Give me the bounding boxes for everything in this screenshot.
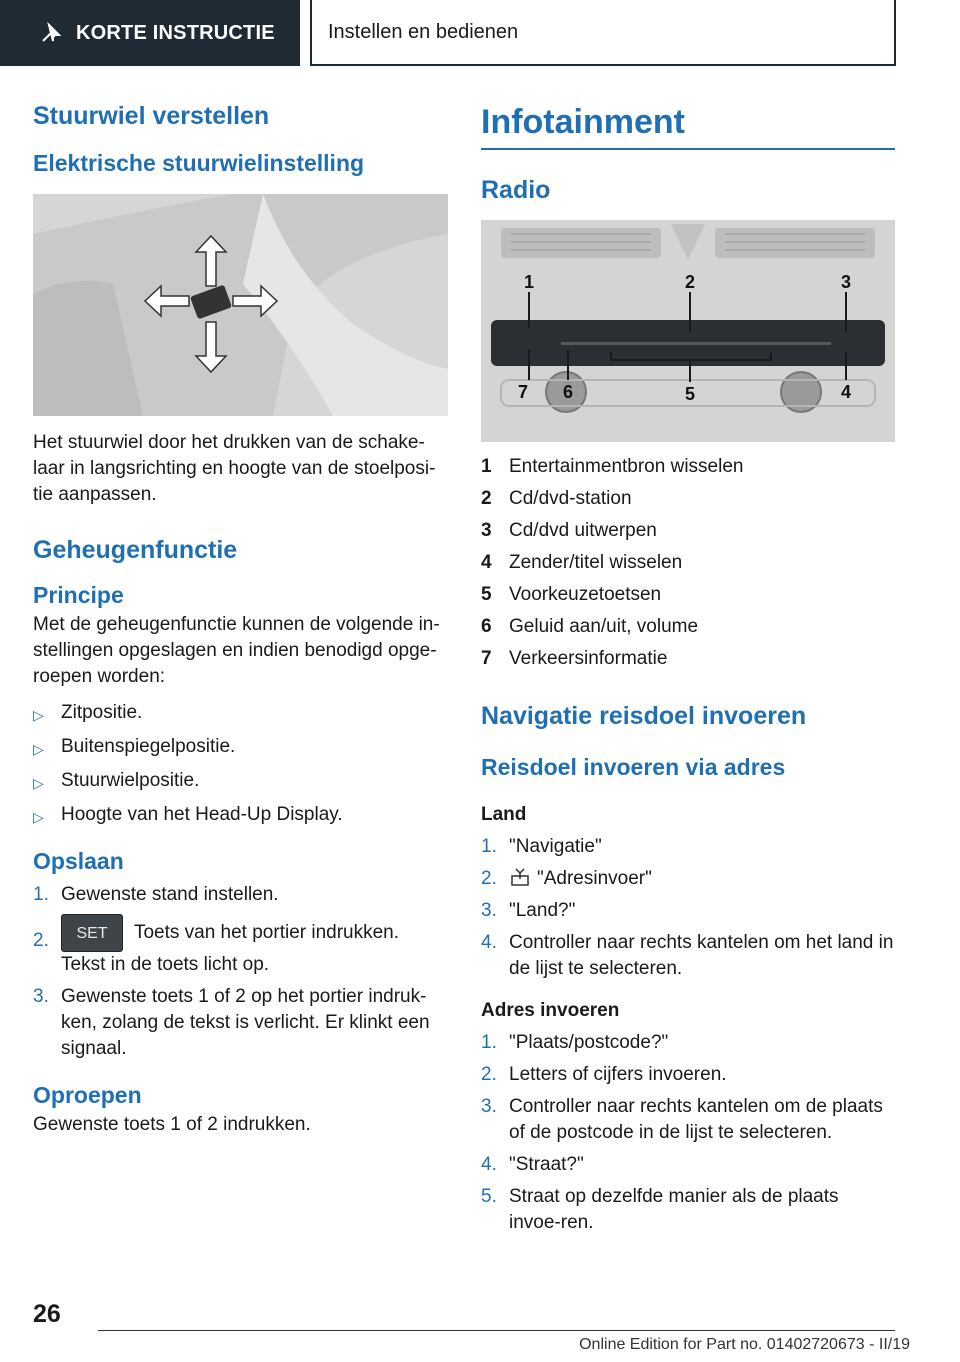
list-item: 3. Controller naar rechts kantelen om de plaats of de postcode in de lijst te selecteren. [481, 1096, 883, 1143]
country-steps [481, 834, 895, 982]
infotainment-title: Infotainment [481, 96, 895, 150]
address-title: Reisdoel invoeren via adres [481, 754, 786, 780]
bullet-triangle-icon: ▷ [33, 809, 44, 825]
bullet-triangle-icon: ▷ [33, 707, 44, 723]
list-item: 3. Gewenste toets 1 of 2 op het portier indruk-ken, zolang de tekst is verlicht. Er klinkt een signaal. [33, 986, 430, 1059]
list-item: 1. "Navigatie" [481, 836, 602, 857]
list-item: 1. Gewenste stand instellen. [33, 884, 279, 905]
radio-figure [481, 220, 895, 442]
electric-title: Elektrische stuurwielinstelling [33, 150, 365, 176]
section-tab [0, 0, 300, 66]
list-item: 3. "Land?" [481, 900, 576, 921]
list-item: 2. SET Toets van het portier indrukken. Tekst in de toets licht op. [33, 914, 448, 978]
radio-legend [481, 454, 895, 672]
legend-item: 2 Cd/dvd-station [481, 488, 632, 509]
edition-text: Online Edition for Part no. 01402720673 - II/19 [579, 1336, 910, 1353]
steering-title: Stuurwiel verstellen [33, 102, 270, 130]
radio-callout: 6 [562, 382, 574, 402]
steering-text: Het stuurwiel door het drukken van de schake-laar in langsrichting en hoogte van de stoelposi-tie aanpassen. [33, 432, 436, 505]
save-title: Opslaan [33, 848, 124, 874]
principle-text: Met de geheugenfunctie kunnen de volgende in-stellingen opgeslagen en indien benodigd opge-roepen worden: [33, 614, 440, 687]
principle-title: Principe [33, 582, 124, 608]
memory-title: Geheugenfunctie [33, 536, 238, 564]
list-item: 5. Straat op dezelfde manier als de plaats invoe-ren. [481, 1186, 839, 1233]
legend-item: 1 Entertainmentbron wisselen [481, 456, 744, 477]
list-item: ▷ Stuurwielpositie. [33, 768, 448, 796]
list-item: ▷ Buitenspiegelpositie. [33, 734, 448, 762]
list-item: 4. Controller naar rechts kantelen om het land in de lijst te selecteren. [481, 932, 894, 979]
list-item: 2. Letters of cijfers invoeren. [481, 1064, 727, 1085]
quick-reference-icon [40, 22, 62, 44]
chapter-box [310, 0, 896, 66]
left-column [33, 96, 448, 1138]
country-label: Land [481, 804, 527, 825]
set-button-icon: SET [61, 914, 123, 952]
steering-switch-illustration [33, 194, 448, 416]
legend-item: 7 Verkeersinformatie [481, 648, 668, 669]
page-number: 26 [33, 1300, 61, 1328]
radio-panel-illustration [481, 220, 895, 442]
list-item: ▷ Zitpositie. [33, 700, 448, 728]
steering-figure [33, 194, 448, 416]
bullet-triangle-icon: ▷ [33, 741, 44, 757]
radio-callout: 1 [523, 272, 535, 292]
bullet-triangle-icon: ▷ [33, 775, 44, 791]
radio-callout: 7 [517, 382, 529, 402]
radio-callout: 5 [684, 384, 696, 404]
legend-item: 6 Geluid aan/uit, volume [481, 616, 699, 637]
radio-callout: 2 [684, 272, 696, 292]
chapter-label: Instellen en bedienen [328, 20, 519, 43]
map-entry-icon [509, 867, 531, 887]
save-steps [33, 882, 448, 1062]
legend-item: 5 Voorkeuzetoetsen [481, 584, 662, 605]
list-item: ▷ Hoogte van het Head-Up Display. [33, 802, 448, 830]
address-label: Adres invoeren [481, 1000, 620, 1021]
right-column [481, 96, 895, 1242]
radio-title: Radio [481, 176, 551, 204]
recall-title: Oproepen [33, 1082, 142, 1108]
legend-item: 3 Cd/dvd uitwerpen [481, 520, 657, 541]
recall-text: Gewenste toets 1 of 2 indrukken. [33, 1114, 311, 1135]
radio-callout: 3 [840, 272, 852, 292]
legend-item: 4 Zender/titel wisselen [481, 552, 683, 573]
list-item: 2. "Adresinvoer" [481, 868, 652, 889]
radio-callout: 4 [840, 382, 852, 402]
memory-list [33, 700, 448, 830]
section-label: KORTE INSTRUCTIE [76, 21, 275, 44]
list-item: 1. "Plaats/postcode?" [481, 1032, 669, 1053]
footer-divider [98, 1330, 895, 1331]
address-steps [481, 1030, 895, 1236]
list-item: 4. "Straat?" [481, 1154, 584, 1175]
nav-title: Navigatie reisdoel invoeren [481, 702, 807, 730]
